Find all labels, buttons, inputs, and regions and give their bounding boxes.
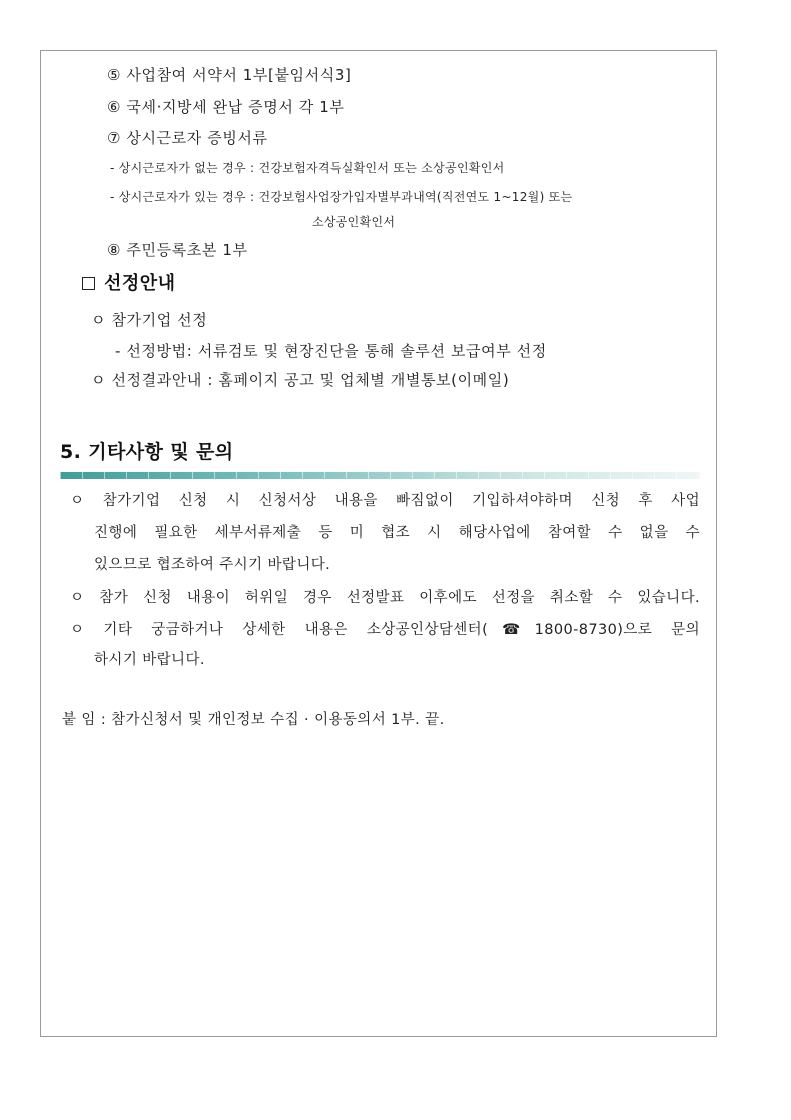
selection-heading <box>82 275 176 293</box>
paragraph-1-line-1 <box>70 494 700 509</box>
paragraph-2-line-1-text: ㅇ 참가 신청 내용이 허위일 경우 선정발표 이후에도 선정을 취소할 수 있습니다. <box>70 590 700 606</box>
selection-result-notice: ㅇ 선정결과안내 : 홈페이지 공고 및 업체별 개별통보(이메일) <box>91 371 510 389</box>
paragraph-3-line-1-text: ㅇ 기타 궁금하거나 상세한 내용은 소상공인상담센터(☎1800-8730)으로 문의 <box>70 622 700 638</box>
paragraph-3-line-1 <box>70 623 700 638</box>
section-title: 5. 기타사항 및 문의 <box>60 441 234 463</box>
paragraph-1-line-2 <box>94 526 700 541</box>
section-title-underline <box>60 472 700 479</box>
selection-method: - 선정방법: 서류검토 및 현장진단을 통해 솔루션 보급여부 선정 <box>115 342 547 360</box>
doc-item-7-sub-no-workers: - 상시근로자가 없는 경우 : 건강보험자격득실확인서 또는 소상공인확인서 <box>110 161 505 175</box>
paragraph-1-line-2-text: 진행에 필요한 세부서류제출 등 미 협조 시 해당사업에 참여할 수 없을 수 <box>94 525 700 541</box>
doc-item-8: ⑧ 주민등록초본 1부 <box>107 241 248 259</box>
paragraph-2-line-1 <box>70 591 700 606</box>
doc-item-5: ⑤ 사업참여 서약서 1부[붙임서식3] <box>107 66 352 84</box>
paragraph-3-line-2: 하시기 바랍니다. <box>94 652 205 668</box>
paragraph-1-line-1-text: ㅇ 참가기업 신청 시 신청서상 내용을 빠짐없이 기입하셔야하며 신청 후 사업 <box>70 493 700 509</box>
selection-heading-text: 선정안내 <box>104 273 176 294</box>
doc-item-6: ⑥ 국세·지방세 완납 증명서 각 1부 <box>107 98 345 116</box>
selection-bullet-participants: ㅇ 참가기업 선정 <box>91 311 208 329</box>
doc-item-7-sub-with-workers-cont: 소상공인확인서 <box>312 215 396 229</box>
paragraph-1-line-3: 있으므로 협조하여 주시기 바랍니다. <box>94 557 331 573</box>
checkbox-square-icon <box>82 277 95 290</box>
attachment-note: 붙 임 : 참가신청서 및 개인정보 수집 · 이용동의서 1부. 끝. <box>62 712 445 728</box>
doc-item-7: ⑦ 상시근로자 증빙서류 <box>107 129 268 147</box>
doc-item-7-sub-with-workers: - 상시근로자가 있는 경우 : 건강보험사업장가입자별부과내역(직전연도 1~12월) 또는 <box>110 190 573 204</box>
